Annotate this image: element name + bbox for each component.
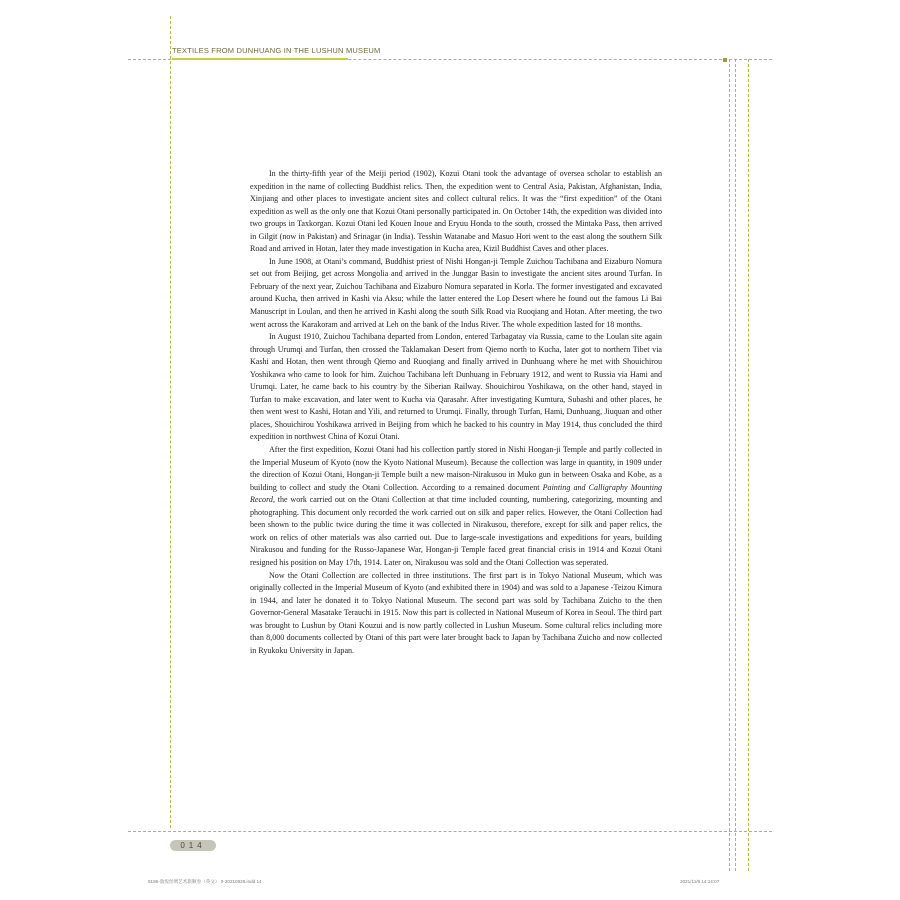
header-marker [723,58,727,62]
right-margin-guide-2 [735,59,736,871]
paragraph-4 [250,444,662,569]
paragraph-3: In August 1910, Zuichou Tachibana departed from London, entered Tarbagatay via Russia, came to the Loulan site again through Urumqi and Turfan, then crossed the Taklamakan Desert from Qiemo north to Kucha, later got to northern Tibet via Kashi and Hotan, then went through Qiemo and Ruoqiang and finally arrived in Dunhuang where he met with Shouichirou Yoshikawa who came to look for him. Zuichou Tachibana left Dunhuang in February 1912, and went to Russia via Hami and Urumqi. Later, he came back to his country by the Siberian Railway. Shouichirou Yoshikawa, on the other hand, stayed in Turfan to make excavation, and later went to Kucha via Qarasahr. After investigating Kumtura, Subashi and other places, he then went west to Kashi, Hotan and Yili, and returned to Urumqi. Finally, through Turfan, Hami, Dunhuang, Jiuquan and other places, Shouichirou Yoshikawa arrived in Beijing from which he backed to his country in May 1914, thus concluded the third expedition in northwest China of Kozui Otani. [250,332,662,442]
header-rule [172,58,348,60]
paragraph-2: In June 1908, at Otani’s command, Buddhist priest of Nishi Hongan-ji Temple Zuichou Tachibana and Eizaburo Nomura set out from Beijing, get across Mongolia and arrived in the Junggar Basin to investigate the ancient sites around Turfan. In February of the next year, Zuichou Tachibana and Eizaburo Nomura separated in Korla. The former investigated and excavated around Kucha, then arrived in Kashi via Aksu; while the latter entered the Lop Desert where he found out the famous Li Bai Manuscript in Loulan, and then he arrived in Kashi along the south Silk Road via Ruoqiang and Hotan. After meeting, the two went across the Karakoram and arrived at Leh on the bank of the Indus River. The whole expedition lasted for 18 months. [250,256,662,329]
bottom-guide-line [128,831,772,832]
document-title: Painting and Calligraphy Mounting Record [250,482,663,505]
running-header: TEXTILES FROM DUNHUANG IN THE LUSHUN MUSEUM [172,46,381,55]
paragraph-5: Now the Otani Collection are collected in three institutions. The first part is in Tokyo National Museum, which was originally collected in the Imperial Museum of Kyoto (and exhibited there in 1904) and was sold to a Japanese -Teizou Kimura in 1944, and later he donated it to Tokyo National Museum. The second part was sold by Tachibana Zuicho to the then Governor-General Masatake Terauchi in 1915. Now this part is collected in National Museum of Korea in Seoul. The third part was brought to Lushun by Otani Kouzui and is now partly collected in Lushun Museum. Some cultural relics including more than 8,000 documents collected by Otani of this part were later brought back to Japan by Tachibana Zuicho and now collected in Ryukoku University in Japan. [250,570,662,655]
page-number-badge: 014 [170,840,216,851]
paragraph-4-start: After the first expedition, Kozui Otani had his collection partly stored in Nishi Hongan-ji Temple and partly collected in the Imperial Museum of Kyoto (now the Kyoto National Museum). Because the collection was large in quantity, in 1909 under the direction of Kozui Otani, Hongan-ji Temple built a new maison-Nirakusou in Muko gun in between Osaka and Kobe, as a building to collect and study the Otani Collection. According to a remained document [250,445,662,492]
right-margin-guide-1 [729,59,730,871]
print-slug-left: 9196-敦煌丝绸艺术旅顺卷（英文） 0-20210926.indd 14 [148,879,262,884]
paragraph-4-end: , the work carried out on the Otani Collection at that time included counting, numbering, categorizing, mounting and photographing. This document only recorded the work carried out on silk and paper relics. However, the Otani Collection had been shown to the public twice during the time it was collected in Nirakusou, therefore, except for silk and paper relics, the work on relics of other materials was also carried out. Due to large-scale investigations and expeditions for years, building Nirakusou and funding for the Russo-Japanese War, Hongan-ji Temple faced great financial crisis in 1914 and Kozui Otani resigned his position on May 17th, 1914. Later on, Nirakusou was sold and the Otani Collection was seperated. [250,495,662,567]
article-body [250,168,662,657]
right-margin-guide-3 [748,59,749,871]
print-slug-right: 2021/11/9 14:14:07 [680,879,720,884]
paragraph-1: In the thirty-fifth year of the Meiji period (1902), Kozui Otani took the advantage of oversea scholar to establish an expedition in the name of collecting Buddhist relics. Then, the expedition went to Central Asia, Pakistan, Afghanistan, India, Xinjiang and other places to investigate ancient sites and collect cultural relics. It was the “first expedition” of the Otani expedition as well as the only one that Kozui Otani personally participated in. On October 14th, the expedition was divided into two groups in Taxkorgan. Kozui Otani led Kouen Inoue and Eryuu Honda to the south, crossed the Mintaka Pass, then arrived in Gilgit (now in Pakistan) and Srinagar (in India). Tesshin Watanabe and Masuo Hori went to the east along the southern Silk Road and arrived in Hotan, later they made investigation in Kucha area, Kizil Buddhist Caves and other places. [250,169,662,254]
left-margin-guide [170,16,171,828]
